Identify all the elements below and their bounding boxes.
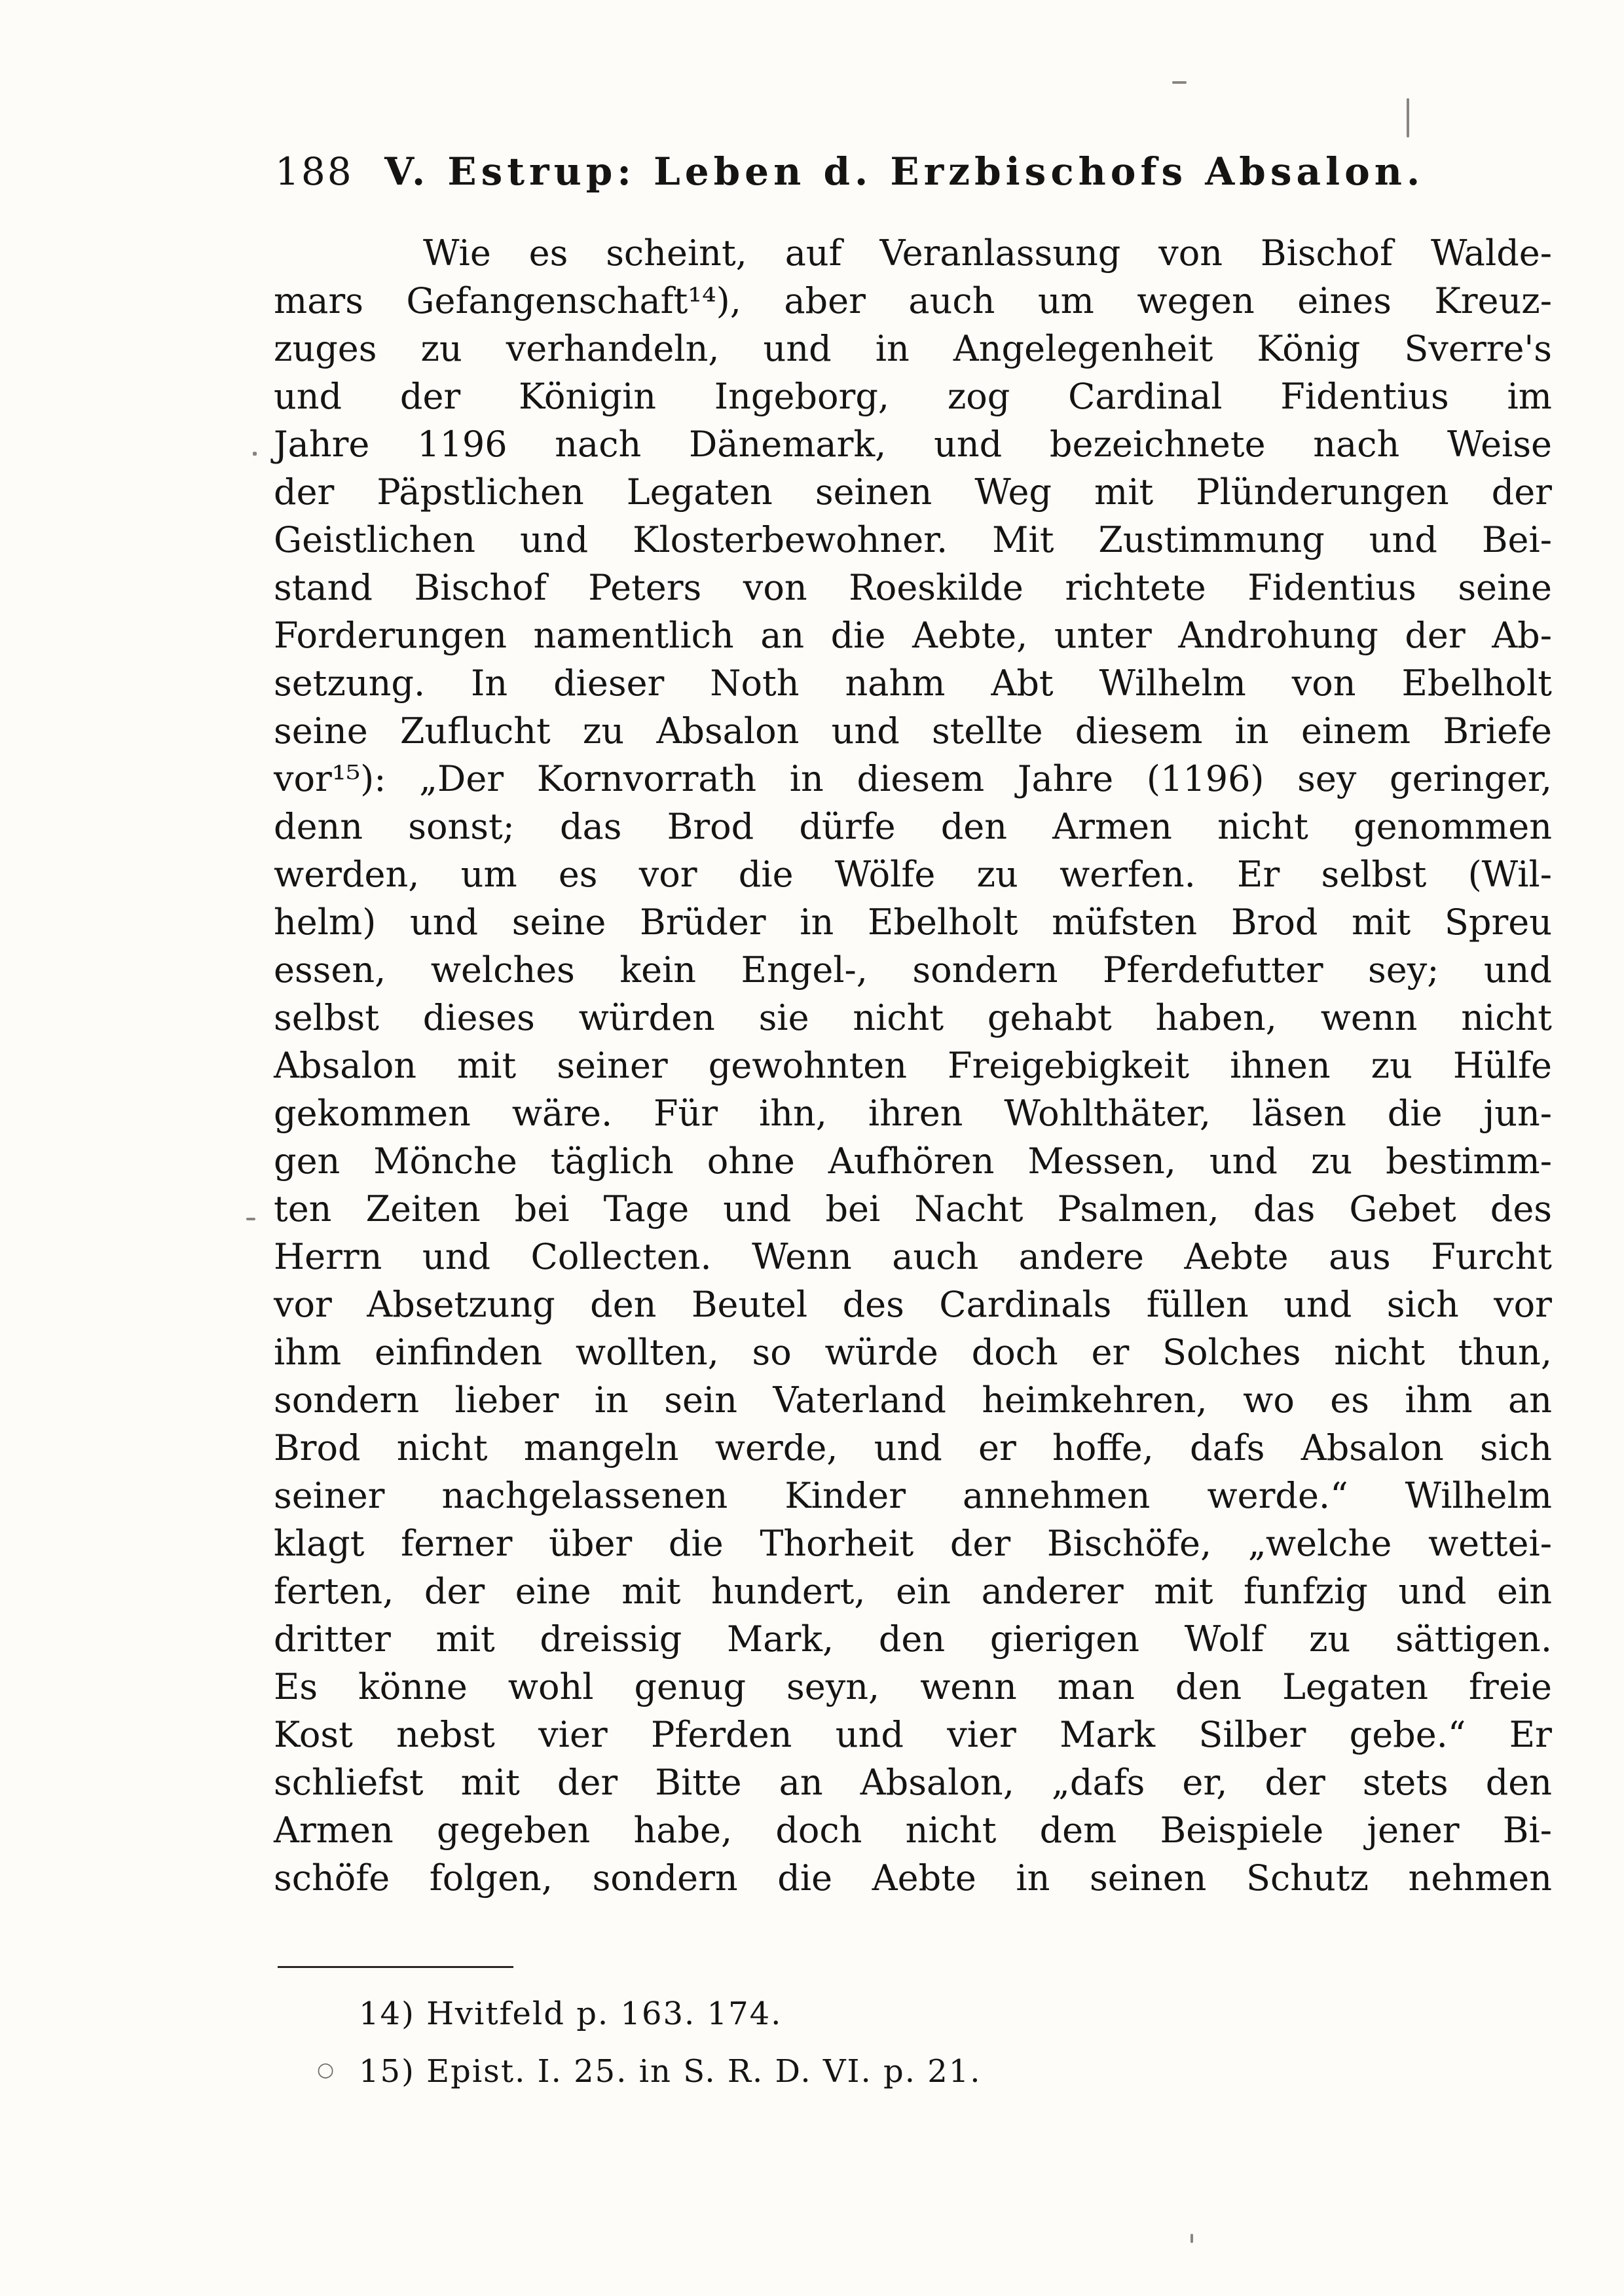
text-line: gekommen wäre. Für ihn, ihren Wohlthäter, läsen die jun- [274, 1093, 1552, 1134]
text-line: sondern lieber in sein Vaterland heimkehren, wo es ihm an [274, 1379, 1552, 1421]
text-line: helm) und seine Brüder in Ebelholt müfsten Brod mit Spreu [274, 902, 1552, 943]
text-line: klagt ferner über die Thorheit der Bischöfe, „welche wettei- [274, 1523, 1552, 1564]
text-line: werden, um es vor die Wölfe zu werfen. Er selbst (Wil- [274, 854, 1552, 895]
text-line: zuges zu verhandeln, und in Angelegenheit König Sverre's [274, 328, 1552, 369]
text-line: ferten, der eine mit hundert, ein anderer mit funfzig und ein [274, 1571, 1552, 1612]
text-line: Armen gegeben habe, doch nicht dem Beispiele jener Bi- [274, 1810, 1552, 1851]
margin-circle-icon: ○ [317, 2058, 335, 2081]
text-line: schöfe folgen, sondern die Aebte in seinen Schutz nehmen [274, 1857, 1552, 1899]
text-line: vor¹⁵): „Der Kornvorrath in diesem Jahre (1196) sey geringer, [274, 758, 1552, 799]
scan-speck [246, 1218, 255, 1220]
text-line: Forderungen namentlich an die Aebte, unter Androhung der Ab- [274, 615, 1552, 656]
page-number: 188 [275, 149, 354, 194]
text-line: Geistlichen und Klosterbewohner. Mit Zustimmung und Bei- [274, 519, 1552, 560]
footnote: 15) Epist. I. 25. in S. R. D. VI. p. 21. [359, 2053, 982, 2090]
footnote-divider [278, 1966, 513, 1968]
text-line: selbst dieses würden sie nicht gehabt haben, wenn nicht [274, 997, 1552, 1038]
text-line: Jahre 1196 nach Dänemark, und bezeichnete nach Weise [274, 424, 1552, 465]
text-line: essen, welches kein Engel-, sondern Pferdefutter sey; und [274, 949, 1552, 991]
text-line: Absalon mit seiner gewohnten Freigebigkeit ihnen zu Hülfe [274, 1045, 1552, 1086]
running-title: V. Estrup: Leben d. Erzbischofs Absalon. [384, 149, 1425, 194]
text-line: ihm einfinden wollten, so würde doch er Solches nicht thun, [274, 1332, 1552, 1373]
text-line: Herrn und Collecten. Wenn auch andere Aebte aus Furcht [274, 1236, 1552, 1277]
text-line: dritter mit dreissig Mark, den gierigen Wolf zu sättigen. [274, 1618, 1552, 1660]
text-line: Es könne wohl genug seyn, wenn man den Legaten freie [274, 1666, 1552, 1707]
text-line: Wie es scheint, auf Veranlassung von Bischof Walde- [423, 232, 1552, 274]
text-line: ten Zeiten bei Tage und bei Nacht Psalmen, das Gebet des [274, 1188, 1552, 1230]
text-line: setzung. In dieser Noth nahm Abt Wilhelm von Ebelholt [274, 663, 1552, 704]
page-header [275, 149, 1545, 208]
text-line: der Päpstlichen Legaten seinen Weg mit Plünderungen der [274, 471, 1552, 513]
scan-speck [1172, 81, 1187, 84]
footnotes [359, 1985, 1341, 2100]
text-line: seiner nachgelassenen Kinder annehmen werde.“ Wilhelm [274, 1475, 1552, 1516]
text-line: vor Absetzung den Beutel des Cardinals füllen und sich vor [274, 1284, 1552, 1325]
text-line: schliefst mit der Bitte an Absalon, „dafs er, der stets den [274, 1762, 1552, 1803]
scan-speck [1190, 2234, 1193, 2243]
text-line: Brod nicht mangeln werde, und er hoffe, dafs Absalon sich [274, 1427, 1552, 1468]
text-line: Kost nebst vier Pferden und vier Mark Silber gebe.“ Er [274, 1714, 1552, 1755]
text-line: seine Zuflucht zu Absalon und stellte diesem in einem Briefe [274, 710, 1552, 752]
body-text [274, 229, 1552, 1902]
footnote: 14) Hvitfeld p. 163. 174. [359, 1995, 783, 2032]
text-line: stand Bischof Peters von Roeskilde richtete Fidentius seine [274, 567, 1552, 608]
text-line: und der Königin Ingeborg, zog Cardinal Fidentius im [274, 376, 1552, 417]
text-line: gen Mönche täglich ohne Aufhören Messen, und zu bestimm- [274, 1140, 1552, 1182]
text-line: denn sonst; das Brod dürfe den Armen nicht genommen [274, 806, 1552, 847]
text-line: mars Gefangenschaft¹⁴), aber auch um wegen eines Kreuz- [274, 280, 1552, 321]
scan-speck [1407, 98, 1409, 137]
scan-speck [253, 452, 257, 456]
